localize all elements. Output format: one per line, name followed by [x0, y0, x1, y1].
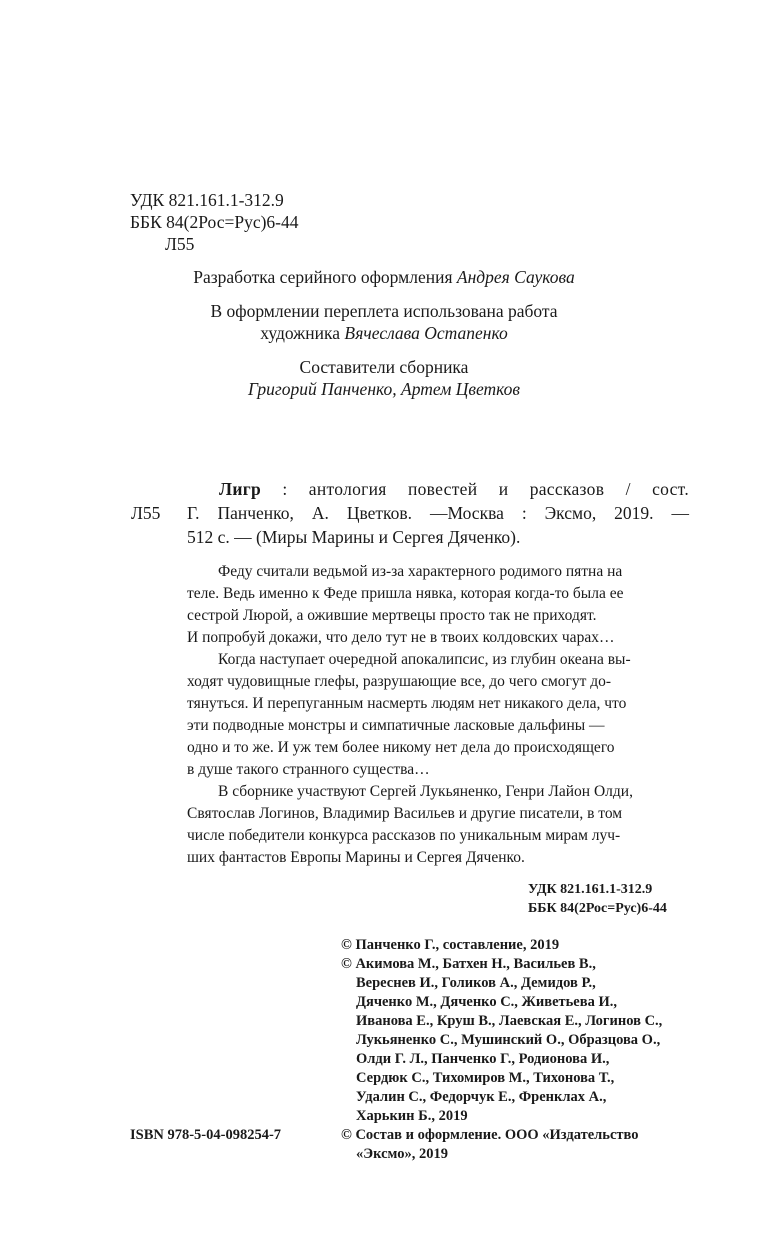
- copyright-line: Сердюк С., Тихомиров М., Тихонова Т.,: [356, 1070, 615, 1086]
- series-design-credit: [0, 267, 768, 287]
- annotation-line: в душе такого странного существа…: [187, 761, 430, 778]
- copyright-line: Лукьяненко С., Мушинский О., Образцова О.,: [356, 1032, 661, 1048]
- annotation-line: Когда наступает очередной апокалипсис, из глубин океана вы-: [218, 651, 631, 668]
- copyright-line: «Эксмо», 2019: [356, 1146, 448, 1162]
- udk-code: УДК 821.161.1-312.9: [130, 190, 284, 210]
- author-mark: Л55: [165, 234, 195, 254]
- annotation-line: ходят чудовищные глефы, разрушающие все, до чего смогут до-: [187, 673, 612, 690]
- book-title: Лигр: [219, 479, 262, 499]
- annotation-line: теле. Ведь именно к Феде пришла нявка, которая когда-то была ее: [187, 585, 624, 602]
- annotation-line: В сборнике участвуют Сергей Лукьяненко, Генри Лайон Олди,: [218, 783, 633, 800]
- copyright-line: Вереснев И., Голиков А., Демидов Р.,: [356, 975, 596, 991]
- annotation-udk: УДК 821.161.1-312.9: [528, 882, 653, 897]
- annotation-line: Феду считали ведьмой из-за характерного родимого пятна на: [218, 563, 623, 580]
- catalog-description: : антология повестей и рассказов / сост.: [261, 479, 689, 499]
- copyright-line: © Акимова М., Батхен Н., Васильев В.,: [341, 956, 596, 972]
- annotation-line: ших фантастов Европы Марины и Сергея Дяченко.: [187, 849, 525, 866]
- copyright-line: © Состав и оформление. ООО «Издательство: [341, 1127, 639, 1143]
- annotation-bbk: ББК 84(2Рос=Рус)6-44: [528, 901, 667, 916]
- copyright-line: Удалин С., Федорчук Е., Френклах А.,: [356, 1089, 607, 1105]
- catalog-mark: Л55: [131, 503, 161, 523]
- copyright-line: Харькин Б., 2019: [356, 1108, 468, 1124]
- series-design-label: Разработка серийного оформления: [193, 267, 457, 287]
- annotation-line: эти подводные монстры и симпатичные ласковые дальфины —: [187, 717, 605, 734]
- bbk-code: ББК 84(2Рос=Рус)6-44: [130, 212, 299, 232]
- isbn: ISBN 978-5-04-098254-7: [130, 1127, 282, 1143]
- annotation-line: числе победители конкурса рассказов по уникальным мирам луч-: [187, 827, 621, 844]
- copyright-line: Олди Г. Л., Панченко Г., Родионова И.,: [356, 1051, 610, 1067]
- annotation-line: И попробуй докажи, что дело тут не в твоих колдовских чарах…: [187, 629, 615, 646]
- annotation-line: сестрой Люрой, а ожившие мертвецы просто так не приходят.: [187, 607, 597, 624]
- annotation-line: тянуться. И перепуганным насмерть людям нет никакого дела, что: [187, 695, 627, 712]
- catalog-line-1: [219, 479, 689, 499]
- compilers-label: Составители сборника: [299, 357, 469, 377]
- annotation-line: одно и то же. И уж тем более никому нет дела до происходящего: [187, 739, 615, 756]
- series-designer-name: Андрея Саукова: [456, 267, 575, 287]
- copyright-line: Дяченко М., Дяченко С., Живетьева И.,: [356, 994, 617, 1010]
- annotation-line: Святослав Логинов, Владимир Васильев и другие писатели, в том: [187, 805, 623, 822]
- cover-credit-line1: В оформлении переплета использована работа: [210, 301, 558, 321]
- cover-credit-line2: [0, 323, 768, 343]
- catalog-line-2: Г. Панченко, А. Цветков. —Москва : Эксмо, 2019. —: [187, 503, 689, 523]
- copyright-line: © Панченко Г., составление, 2019: [341, 937, 560, 953]
- catalog-line-3: 512 с. — (Миры Марины и Сергея Дяченко).: [187, 527, 521, 547]
- compilers-names: Григорий Панченко, Артем Цветков: [247, 379, 521, 399]
- copyright-line: Иванова Е., Круш В., Лаевская Е., Логинов С.,: [356, 1013, 663, 1029]
- cover-artist-label: художника: [260, 323, 345, 343]
- cover-artist-name: Вячеслава Остапенко: [344, 323, 508, 343]
